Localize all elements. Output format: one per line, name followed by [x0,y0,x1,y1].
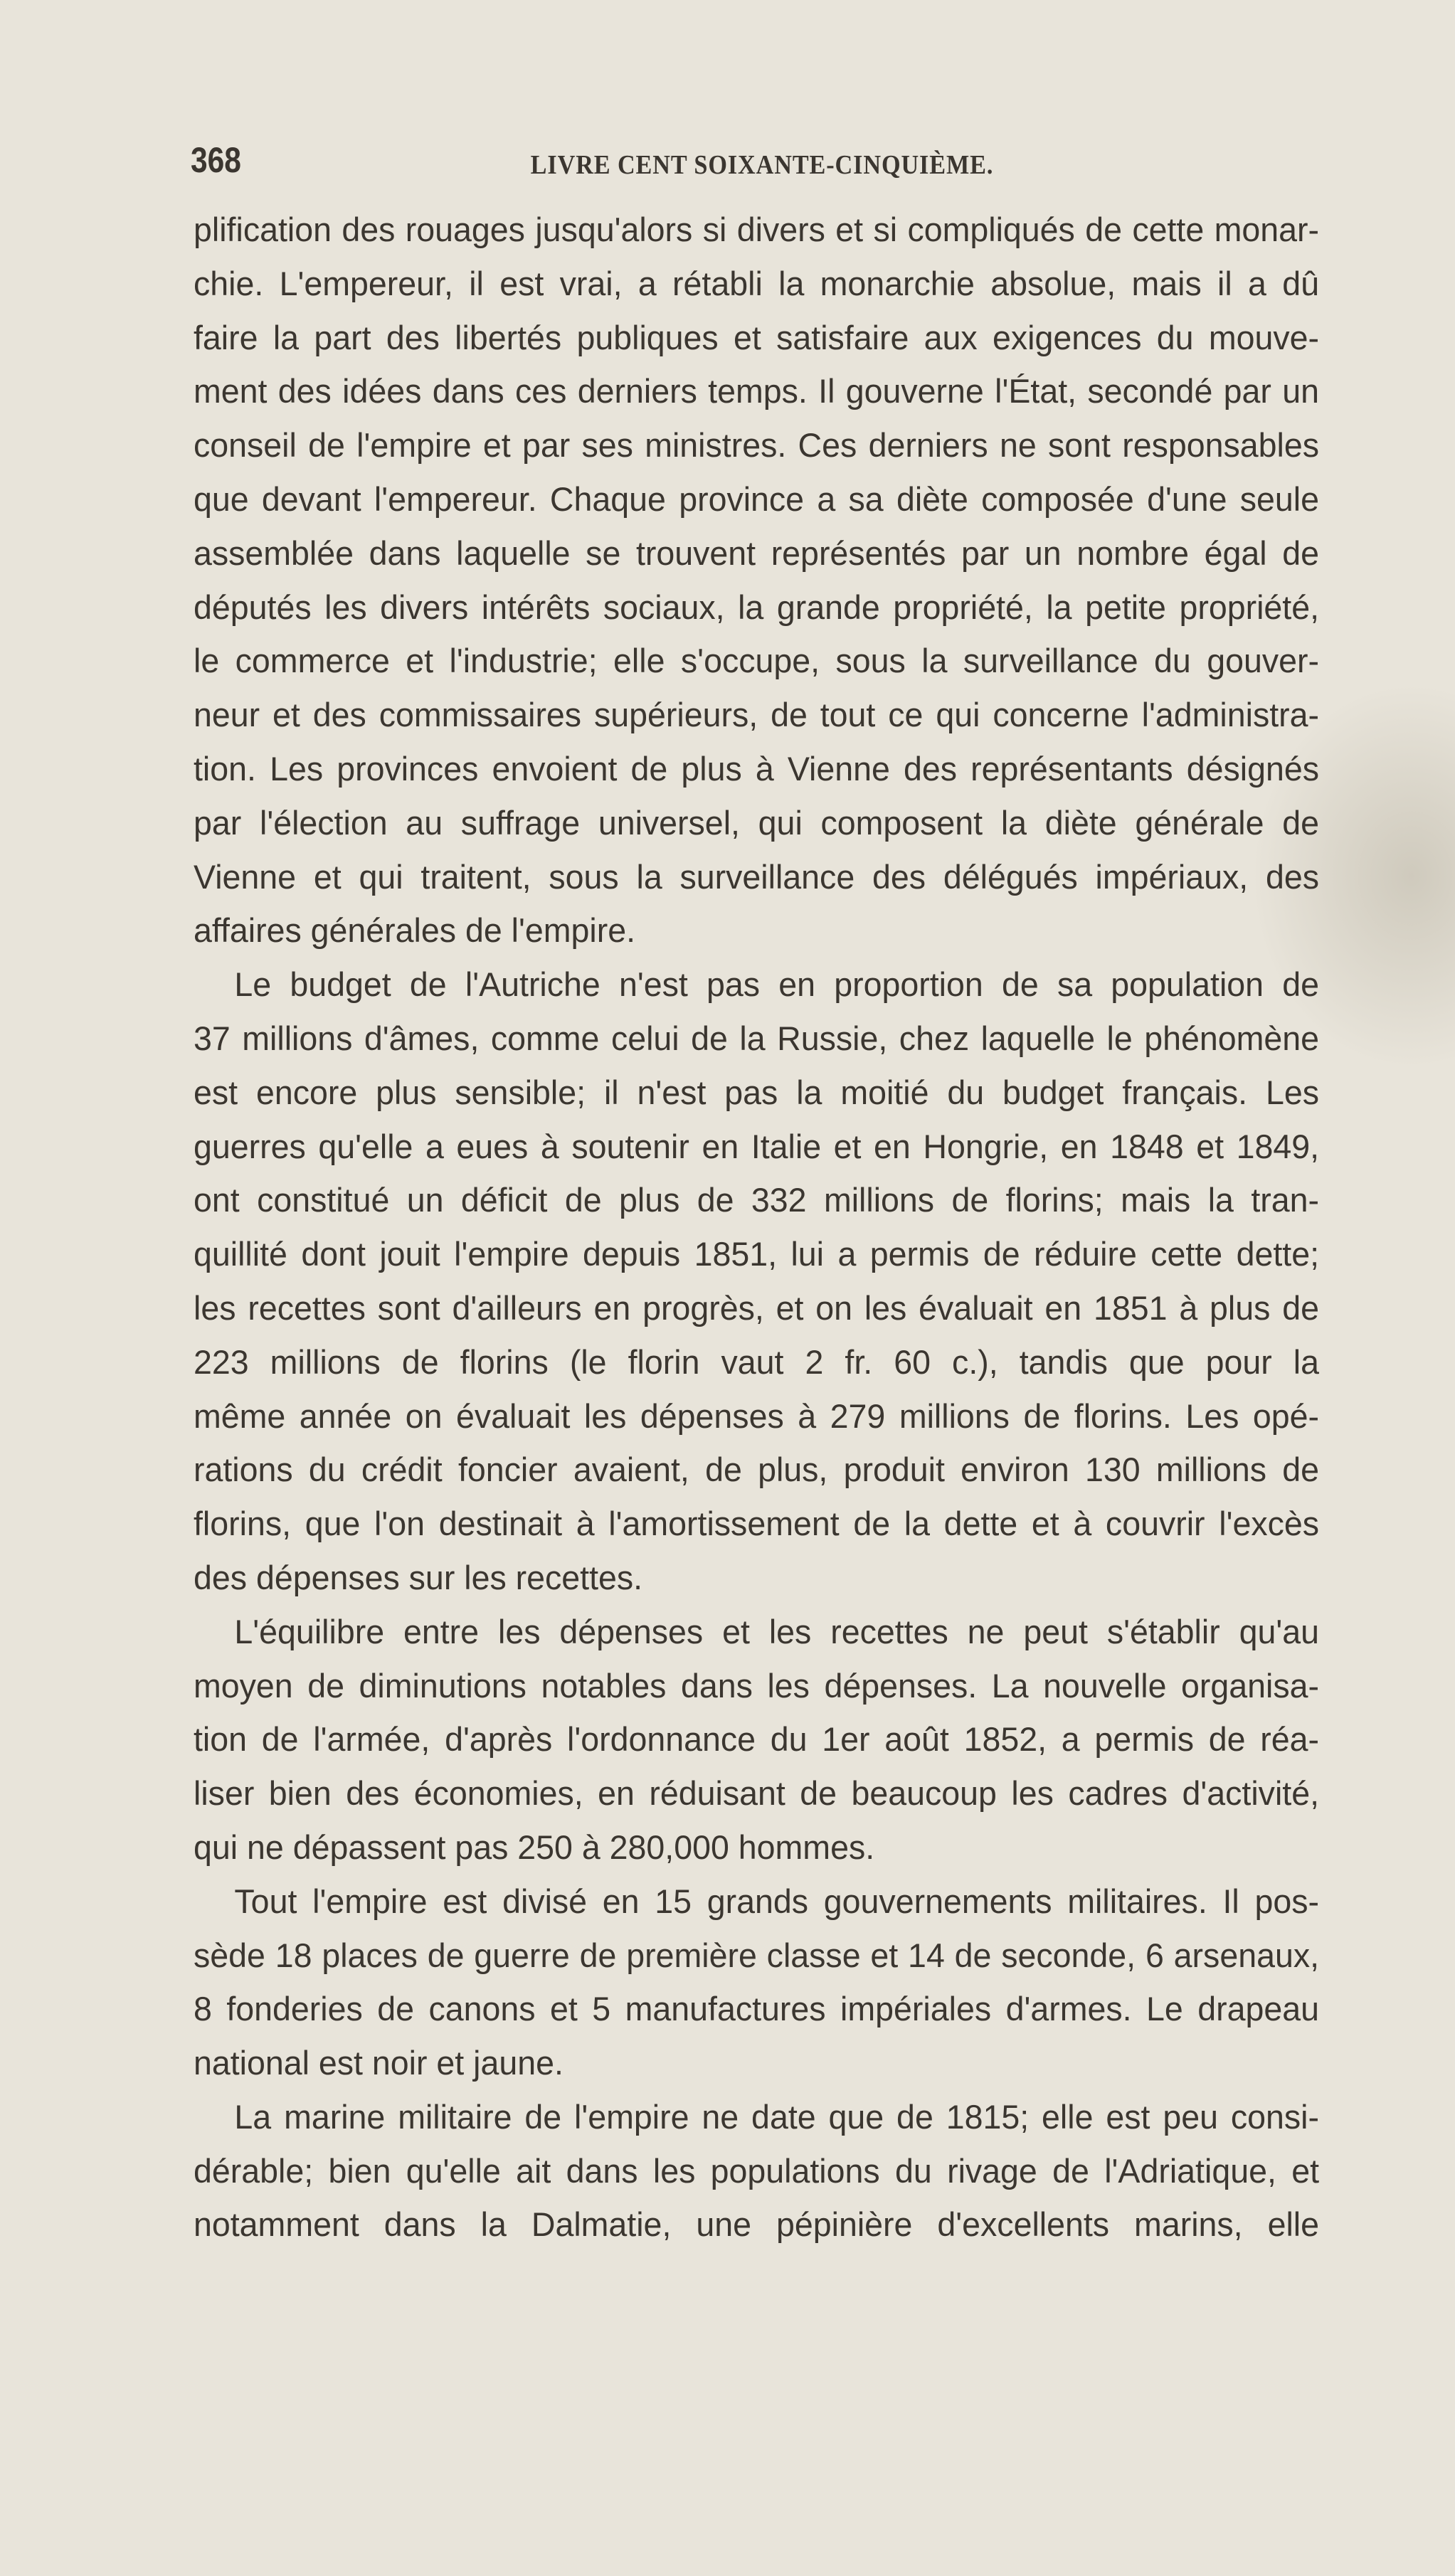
text-line: Vienne et qui traitent, sous la surveillance des délégués impériaux, des [194,857,1320,896]
text-line: assemblée dans laquelle se trouvent représentés par un nombre égal de [194,534,1320,572]
paragraph [194,958,1330,1605]
text-line: que devant l'empereur. Chaque province a sa diète composée d'une seule [194,479,1320,518]
running-title: LIVRE CENT SOIXANTE-CINQUIÈME. [530,150,994,180]
text-line: national est noir et jaune. [194,2044,564,2082]
text-line: Le budget de l'Autriche n'est pas en proportion de sa population de [234,965,1320,1004]
text-line: ont constitué un déficit de plus de 332 millions de florins; mais la tran- [194,1181,1320,1219]
text-line: liser bien des économies, en réduisant de beaucoup les cadres d'activité, [194,1774,1320,1813]
text-line: affaires générales de l'empire. [194,911,636,950]
text-line: rations du crédit foncier avaient, de plus, produit environ 130 millions de [194,1451,1320,1489]
paragraph [194,1605,1330,1875]
text-line: même année on évaluait les dépenses à 279 millions de florins. Les opé- [194,1396,1320,1435]
text-line: les recettes sont d'ailleurs en progrès, et on les évaluait en 1851 à plus de [194,1288,1320,1327]
paragraph [194,203,1330,958]
text-line: le commerce et l'industrie; elle s'occupe, sous la surveillance du gouver- [194,642,1320,680]
page-header [191,139,1333,189]
text-line: Tout l'empire est divisé en 15 grands gouvernements militaires. Il pos- [234,1882,1320,1920]
text-line: des dépenses sur les recettes. [194,1558,643,1596]
text-line: neur et des commissaires supérieurs, de tout ce qui concerne l'administra- [194,696,1320,734]
text-line: dérable; bien qu'elle ait dans les populations du rivage de l'Adriatique, et [194,2151,1320,2190]
text-line: chie. L'empereur, il est vrai, a rétabli la monarchie absolue, mais il a dû [194,264,1320,302]
text-line: ment des idées dans ces derniers temps. Il gouverne l'État, secondé par un [194,372,1320,410]
text-line: tion. Les provinces envoient de plus à Vienne des représentants désignés [194,749,1320,788]
text-line: est encore plus sensible; il n'est pas la moitié du budget français. Les [194,1073,1320,1111]
text-line: L'équilibre entre les dépenses et les recettes ne peut s'établir qu'au [234,1612,1320,1650]
page-body [194,203,1330,2252]
text-line: plification des rouages jusqu'alors si divers et si compliqués de cette monar- [194,211,1320,248]
text-line: guerres qu'elle a eues à soutenir en Italie et en Hongrie, en 1848 et 1849, [194,1127,1320,1165]
text-line: tion de l'armée, d'après l'ordonnance du 1er août 1852, a permis de réa- [194,1720,1320,1759]
text-line: 37 millions d'âmes, comme celui de la Russie, chez laquelle le phénomène [194,1019,1320,1057]
text-line: faire la part des libertés publiques et satisfaire aux exigences du mouve- [194,318,1320,356]
text-line: 223 millions de florins (le florin vaut 2 fr. 60 c.), tandis que pour la [194,1342,1320,1381]
page-number: 368 [191,140,241,180]
text-line: conseil de l'empire et par ses ministres. Ces derniers ne sont responsables [194,426,1320,465]
paragraph [194,1875,1330,2090]
text-line: sède 18 places de guerre de première classe et 14 de seconde, 6 arsenaux, [194,1936,1320,1974]
text-line: 8 fonderies de canons et 5 manufactures impériales d'armes. Le drapeau [194,1990,1320,2028]
text-line: La marine militaire de l'empire ne date que de 1815; elle est peu consi- [234,2097,1320,2136]
paragraph [194,2090,1330,2252]
text-line: par l'élection au suffrage universel, qui composent la diète générale de [194,803,1320,842]
text-line: députés les divers intérêts sociaux, la grande propriété, la petite propriété, [194,588,1320,626]
text-line: moyen de diminutions notables dans les dépenses. La nouvelle organisa- [194,1666,1320,1705]
text-line: florins, que l'on destinait à l'amortissement de la dette et à couvrir l'excès [194,1505,1320,1543]
text-line: qui ne dépassent pas 250 à 280,000 hommes. [194,1828,875,1866]
text-line: quillité dont jouit l'empire depuis 1851, lui a permis de réduire cette dette; [194,1235,1320,1273]
text-line: notamment dans la Dalmatie, une pépinière d'excellents marins, elle [194,2205,1320,2244]
